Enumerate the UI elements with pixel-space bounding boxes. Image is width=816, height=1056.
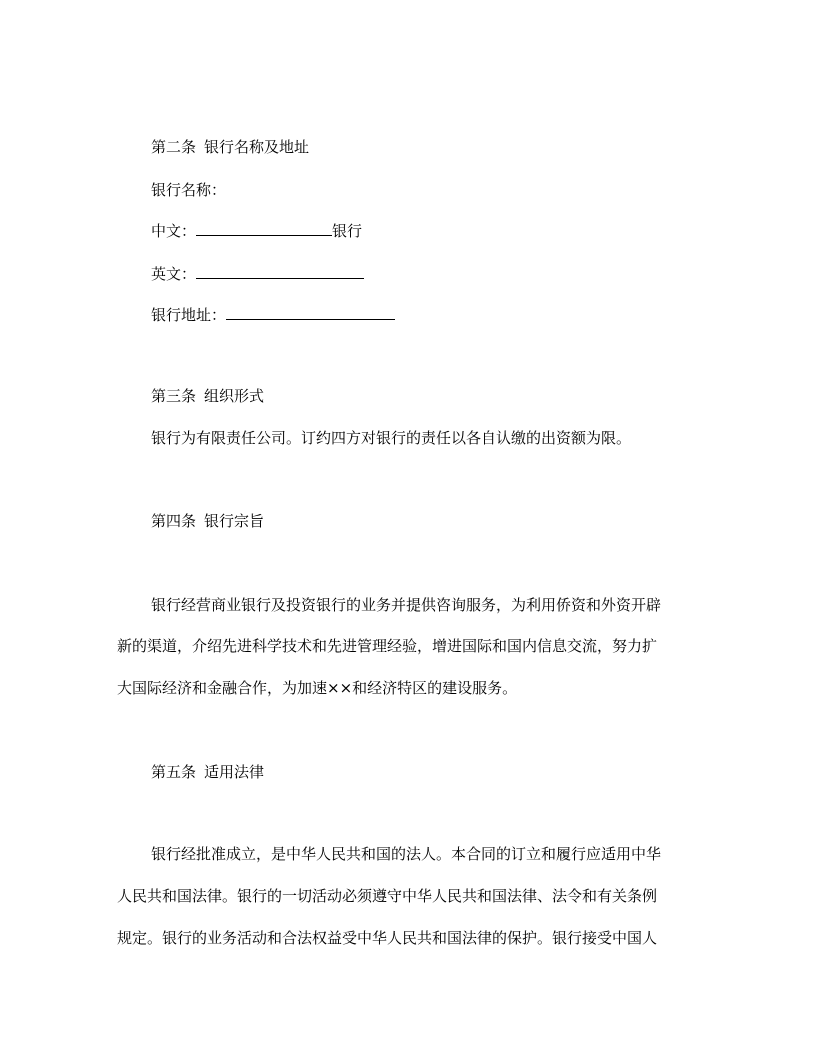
article-3-number: 第三条 <box>151 387 197 405</box>
article-5-body-line: 人民共和国法律。银行的一切活动必须遵守中华人民共和国法律、法令和有关条例 <box>117 887 658 905</box>
article-4-body-line: 大国际经济和金融合作，为加速××和经济特区的建设服务。 <box>117 679 518 697</box>
article-5-heading <box>151 762 264 782</box>
article-4-number: 第四条 <box>151 512 197 530</box>
chinese-name-row <box>151 220 362 240</box>
bank-name-label: 银行名称： <box>151 181 227 199</box>
bank-address-row <box>151 304 395 324</box>
article-5-title: 适用法律 <box>204 763 265 781</box>
article-3-title: 组织形式 <box>204 387 265 405</box>
article-4-title: 银行宗旨 <box>204 512 265 530</box>
article-4-body-line: 新的渠道，介绍先进科学技术和先进管理经验，增进国际和国内信息交流，努力扩 <box>117 637 658 655</box>
chinese-name-label: 中文： <box>151 222 197 240</box>
article-3-heading <box>151 386 264 406</box>
english-name-row <box>151 263 364 283</box>
article-5-number: 第五条 <box>151 763 197 781</box>
article-5-body-line: 规定。银行的业务活动和合法权益受中华人民共和国法律的保护。银行接受中国人 <box>117 929 658 947</box>
bank-address-field[interactable] <box>226 304 395 320</box>
chinese-name-field[interactable] <box>196 220 332 236</box>
article-2-number: 第二条 <box>151 138 197 156</box>
article-2-title: 银行名称及地址 <box>204 138 310 156</box>
article-4-body-line: 银行经营商业银行及投资银行的业务并提供咨询服务，为利用侨资和外资开辟 <box>151 596 662 614</box>
article-2-heading <box>151 137 309 157</box>
english-name-field[interactable] <box>196 263 364 279</box>
article-3-body: 银行为有限责任公司。订约四方对银行的责任以各自认缴的出资额为限。 <box>151 429 632 447</box>
bank-address-label: 银行地址： <box>151 306 227 324</box>
english-name-label: 英文： <box>151 265 197 283</box>
article-5-body-line: 银行经批准成立，是中华人民共和国的法人。本合同的订立和履行应适用中华 <box>151 845 662 863</box>
chinese-name-suffix: 银行 <box>332 222 363 240</box>
article-4-heading <box>151 511 264 531</box>
